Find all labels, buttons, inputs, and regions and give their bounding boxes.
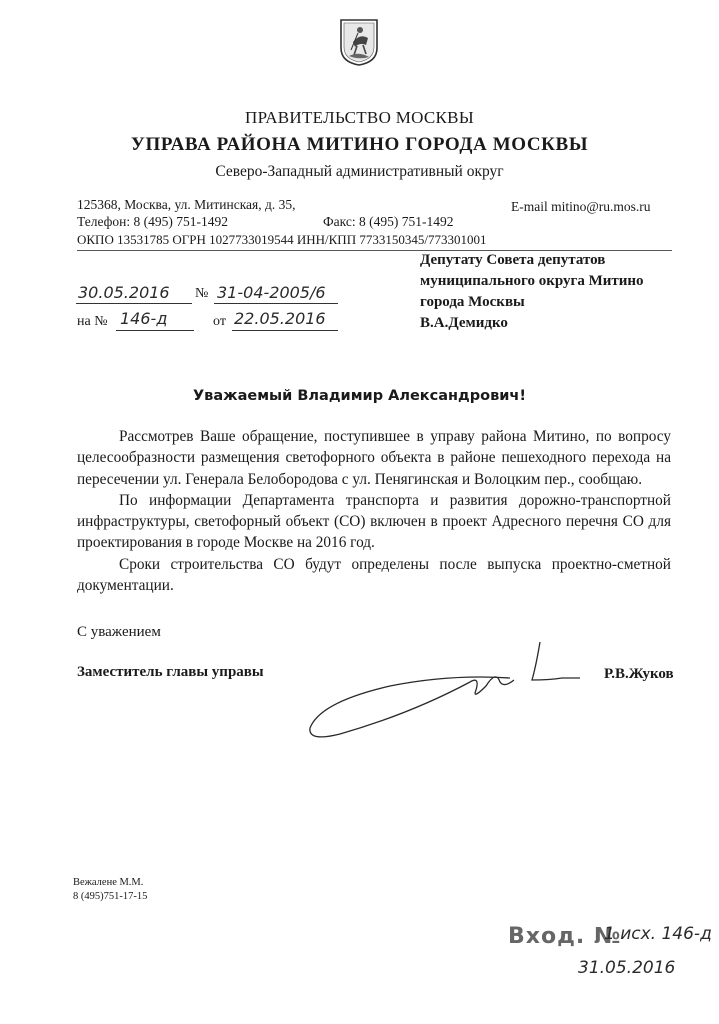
from-label: от xyxy=(213,314,226,329)
email-text: E-mail mitino@ru.mos.ru xyxy=(511,199,651,214)
outgoing-number-line xyxy=(214,303,338,304)
phone-text: Телефон: 8 (495) 751-1492 xyxy=(77,214,228,229)
addressee-line: Депутату Совета депутатов xyxy=(420,252,606,268)
executor-block xyxy=(73,876,147,904)
incoming-stamp-label: Вход. № xyxy=(508,924,622,949)
signer-name: Р.В.Жуков xyxy=(604,666,674,682)
addressee-name: В.А.Демидко xyxy=(420,315,508,331)
okrug-title: Северо-Западный административный округ xyxy=(215,163,504,180)
incoming-stamp-number: 1 исх. 146-д xyxy=(604,924,712,944)
codes-text: ОКПО 13531785 ОГРН 1027733019544 ИНН/КПП 7733150345/773301001 xyxy=(77,232,487,247)
address-text: 125368, Москва, ул. Митинская, д. 35, xyxy=(77,197,296,212)
reference-label: на № xyxy=(77,314,108,329)
executor-name: Вежалене М.М. xyxy=(73,877,144,888)
uprava-title: УПРАВА РАЙОНА МИТИНО ГОРОДА МОСКВЫ xyxy=(130,134,589,155)
body-paragraph: Рассмотрев Ваше обращение, поступившее в управу района Митино, по вопросу целесообразности размещения светофорного объекта в районе пешеходного перехода на пересечении ул. Генерала Белобородова с ул. Пенягинская и Волоцким пер., сообщаю. xyxy=(77,428,671,488)
fax-text: Факс: 8 (495) 751-1492 xyxy=(323,214,454,229)
signer-position: Заместитель главы управы xyxy=(77,664,264,680)
body-paragraph: По информации Департамента транспорта и развития дорожно-транспортной инфраструктуры, светофорный объект (СО) включен в проект Адресного перечня СО для проектирования в городе Москве на 2016 год. xyxy=(77,491,671,552)
incoming-stamp-date: 31.05.2016 xyxy=(578,958,676,978)
reference-date: 22.05.2016 xyxy=(234,309,326,328)
addressee-line: города Москвы xyxy=(420,294,525,310)
signature-icon xyxy=(300,630,600,750)
addressee-block xyxy=(420,250,644,334)
moscow-coat-of-arms-icon xyxy=(339,18,379,66)
letter-body xyxy=(77,426,671,596)
executor-phone: 8 (495)751-17-15 xyxy=(73,891,148,902)
outgoing-date-line xyxy=(76,303,192,304)
outgoing-date: 30.05.2016 xyxy=(78,283,170,302)
government-title: ПРАВИТЕЛЬСТВО МОСКВЫ xyxy=(245,108,474,127)
body-paragraph: Сроки строительства СО будут определены после выпуска проектно-сметной документации. xyxy=(77,555,671,595)
closing-phrase: С уважением xyxy=(77,624,161,640)
number-label: № xyxy=(195,286,209,301)
greeting: Уважаемый Владимир Александрович! xyxy=(193,388,526,404)
outgoing-number: 31-04-2005/6 xyxy=(217,283,326,302)
reference-number: 146-д xyxy=(120,309,168,328)
reference-number-line xyxy=(116,330,194,331)
reference-date-line xyxy=(232,330,338,331)
addressee-line: муниципального округа Митино xyxy=(420,273,644,289)
